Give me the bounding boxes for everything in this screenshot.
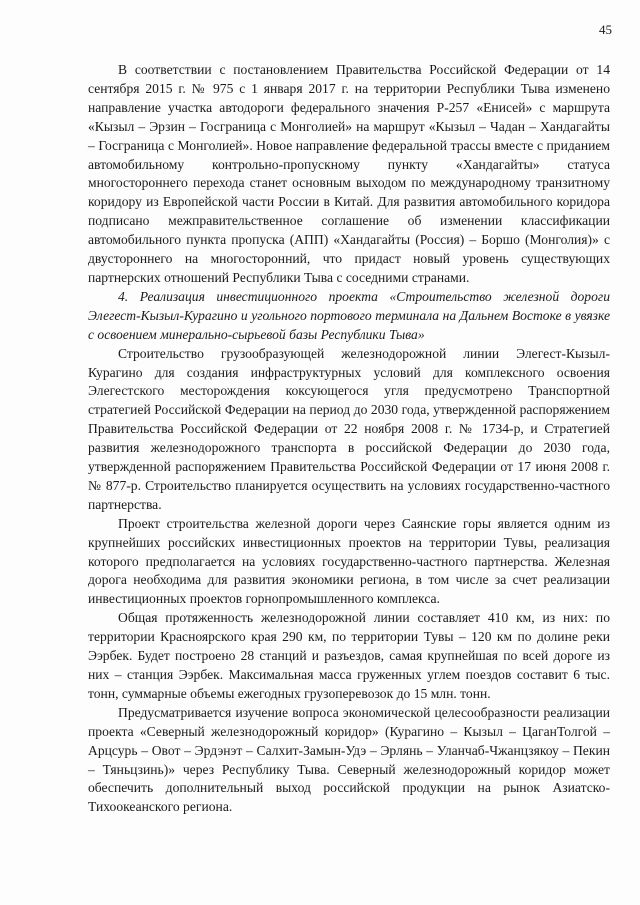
- page-number: 45: [599, 22, 612, 37]
- paragraph-railway-strategy: Строительство грузообразующей железнодорожной линии Элегест-Кызыл-Курагино для создания инфраструктурных условий для комплексного освоения Элегестского месторождения коксующегося угля предусмотрено Транспортной стратегией Российской Федерации на период до 2030 года, утвержденной распоряжением Правительства Российской Федерации от 22 ноября 2008 г. № 1734-р, и Стратегией развития железнодорожного транспорта в российской Федерации до 2030 года, утвержденной распоряжением Правительства Российской Федерации от 17 июня 2008 г. № 877-р. Строительство планируется осуществить на условиях государственно-частного партнерства.: [88, 345, 610, 512]
- document-body: [88, 61, 610, 817]
- paragraph-northern-corridor: Предусматривается изучение вопроса экономической целесообразности реализации проекта «Северный железнодорожный коридор» (Курагино – Кызыл – ЦаганТолгой – Арцсурь – Овот – Эрдэнэт – Салхит-Замын-Удэ – Эрлянь – Уланчаб-Чжанцзякоу – Пекин – Тяньцзинь)» через Республику Тыва. Северный железнодорожный коридор может обеспечить дополнительный выход российской продукции на рынок Азиатско-Тихоокеанского региона.: [88, 704, 610, 815]
- paragraph-railway-length: Общая протяженность железнодорожной линии составляет 410 км, из них: по территории Красноярского края 290 км, по территории Тувы – 120 км по долине реки Ээрбек. Будет построено 28 станций и разъездов, самая крупнейшая по всей дороге из них – станция Ээрбек. Максимальная масса груженных углем поездов составит 6 тыс. тонн, суммарные объемы ежегодных грузоперевозок до 15 млн. тонн.: [88, 610, 610, 701]
- paragraph-railway-project: Проект строительства железной дороги через Саянские горы является одним из крупнейших российских инвестиционных проектов на территории Тувы, реализация которого предполагается на условиях государственно-частного партнерства. Железная дорога необходима для развития экономики региона, в том числе за счет реализации инвестиционных проектов горнопромышленного комплекса.: [88, 515, 610, 607]
- section-heading: 4. Реализация инвестиционного проекта «Строительство железной дороги Элегест-Кызыл-Курагино и угольного портового терминала на Дальнем Востоке в увязке с освоением минерально-сырьевой базы Республики Тыва»: [88, 288, 610, 342]
- paragraph-highway: В соответствии с постановлением Правительства Российской Федерации от 14 сентября 2015 г. № 975 с 1 января 2017 г. на территории Республики Тыва изменено направление участка автодороги федерального значения Р-257 «Енисей» с маршрута «Кызыл – Эрзин – Госграница с Монголией» на маршрут «Кызыл – Чадан – Хандагайты – Госграница с Монголией». Новое направление федеральной трассы вместе с приданием автомобильному контрольно-пропускному пункту «Хандагайты» статуса многостороннего перехода станет основным выходом по международному транзитному коридору из Европейской части России в Китай. Для развития автомобильного коридора подписано межправительственное соглашение об изменении классификации автомобильного пункта пропуска (АПП) «Хандагайты (Россия) – Боршо (Монголия)» с двустороннего на многосторонний, что придаст новый уровень существующих партнерских отношений Республики Тыва с соседними странами.: [88, 62, 610, 285]
